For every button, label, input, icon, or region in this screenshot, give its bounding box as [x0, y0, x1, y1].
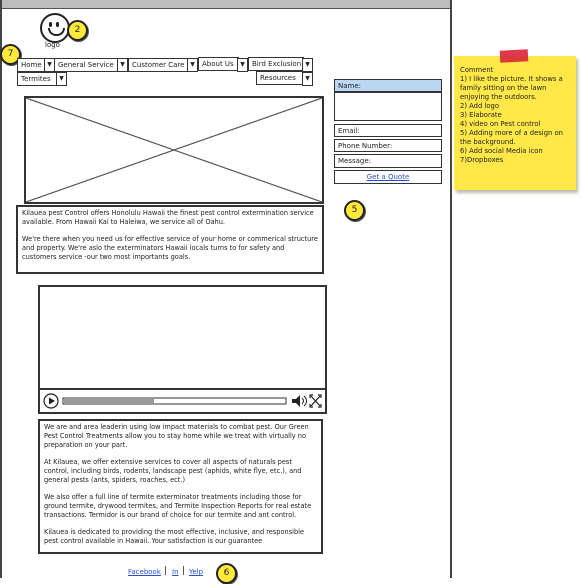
nav-resources-button[interactable] [256, 71, 304, 85]
nav-bird-exclusion-dropdown-arrow-icon[interactable]: ▼ [302, 58, 313, 72]
annotation-marker: 5 [344, 200, 365, 221]
nav-resources-dropdown-arrow-icon[interactable]: ▼ [302, 72, 313, 86]
logo-mouth [48, 28, 65, 36]
logo-eye-left [49, 22, 52, 27]
nav-termites-button[interactable] [17, 72, 57, 86]
nav-label: Customer Care [132, 61, 185, 69]
seek-bar [63, 398, 286, 404]
nav-label: About Us [202, 60, 234, 68]
comment-line: 1) I like the picture. It shows a family sitting on the lawn enjoying the outdoors. [460, 75, 563, 101]
nav-label: Termites [21, 75, 51, 83]
intro-paragraph-2: We're there when you need us for effective service of your home or commerical structure and property. We're aslo the exterminators Hawaii locals turns to for safety and customers service -our two most importants goals. [22, 235, 318, 261]
comment-line: 2) Add logo [460, 102, 499, 110]
tape-icon [500, 49, 529, 62]
name-input[interactable] [334, 92, 442, 121]
nav-label: Home [21, 61, 42, 69]
nav-home-dropdown-arrow-icon[interactable]: ▼ [44, 58, 55, 72]
get-quote-link[interactable]: Get a Quote [334, 170, 442, 184]
nav-about-us-dropdown-arrow-icon[interactable]: ▼ [237, 58, 248, 72]
nav-home-button[interactable] [17, 58, 47, 72]
video-controls-graphics [40, 390, 325, 412]
comment-line: 7)Dropboxes [460, 156, 504, 164]
logo-smiley-icon[interactable] [40, 13, 70, 43]
footer-separator: | [164, 566, 168, 576]
comment-line: 3) Elaborate [460, 111, 502, 119]
annotation-marker: 6 [216, 563, 237, 584]
comment-line: 4) video on Pest control [460, 120, 541, 128]
fullscreen-icon [310, 395, 321, 407]
message-field[interactable]: Message: [334, 154, 442, 168]
intro-text-box [16, 205, 324, 274]
nav-customer-care-button[interactable] [128, 58, 192, 72]
nav-label: General Service [58, 61, 114, 69]
annotation-marker: 2 [67, 20, 88, 41]
services-paragraph-2: At Kilauea, we offer extensive services to cover all aspects of naturals pest control, including birds, rodents, landscape pest (aphids, white flye, etc.), and general pests (ants, spiders, roaches, ect.) [44, 458, 302, 484]
services-paragraph-1: We are and area leaderin using low impact materials to combat pest. Our Green Pest Control Treatments allow you to stay home while we treat with virtually no preparation on your part. [44, 423, 309, 449]
annotation-marker: 7 [0, 44, 21, 65]
logo-eye-right [56, 22, 59, 27]
comment-sticky-note [454, 56, 576, 190]
services-paragraph-4: Kilauea is dedicated to providing the most effective, inclusive, and responsible pest control available in Hawaii. Your satisfaction is our guarantee [44, 528, 305, 545]
nav-termites-dropdown-arrow-icon[interactable]: ▼ [56, 72, 67, 86]
facebook-link[interactable]: Facebook [128, 568, 161, 576]
image-placeholder-cross [26, 98, 322, 202]
comment-line: 6) Add social Media icon [460, 147, 543, 155]
page-right-border [450, 0, 452, 578]
volume-icon [292, 395, 307, 407]
browser-top-bar [0, 0, 452, 9]
nav-general-service-dropdown-arrow-icon[interactable]: ▼ [117, 58, 128, 72]
video-player[interactable] [38, 285, 327, 414]
logo-label: logo [45, 41, 60, 49]
nav-general-service-button[interactable] [54, 58, 118, 72]
intro-paragraph-1: Kilauea pest Control offers Honolulu Hawaii the finest pest control extermination service available. From Hawaii Kai to Haleiwa, we service all of Oahu. [22, 209, 314, 226]
phone-field[interactable]: Phone Number: [334, 139, 442, 152]
comment-line: 5) Adding more of a design on the background. [460, 129, 563, 146]
comment-title: Comment [460, 66, 494, 74]
nav-label: Bird Exclusion [252, 60, 302, 68]
play-icon [44, 394, 58, 408]
nav-about-us-button[interactable] [198, 57, 239, 71]
nav-customer-care-dropdown-arrow-icon[interactable]: ▼ [187, 58, 198, 72]
services-paragraph-3: We also offer a full line of termite exterminator treatments including those for ground termite, drywood termites, and Termite Inspection Reports for real estate transactions. Termidor is our brand of choice for our termite and ant control. [44, 493, 312, 519]
footer-separator: | [182, 566, 186, 576]
nav-label: Resources [260, 74, 296, 82]
video-controls [40, 388, 325, 412]
page-left-border [0, 0, 2, 578]
name-field-label: Name: [334, 79, 442, 92]
services-text-box [38, 419, 323, 554]
linkedin-link[interactable]: In [172, 568, 179, 576]
email-field[interactable]: Email: [334, 124, 442, 137]
nav-bird-exclusion-button[interactable] [248, 57, 304, 71]
hero-image-placeholder-icon [24, 96, 324, 204]
quote-form [334, 79, 442, 185]
yelp-link[interactable]: Yelp [189, 568, 204, 576]
